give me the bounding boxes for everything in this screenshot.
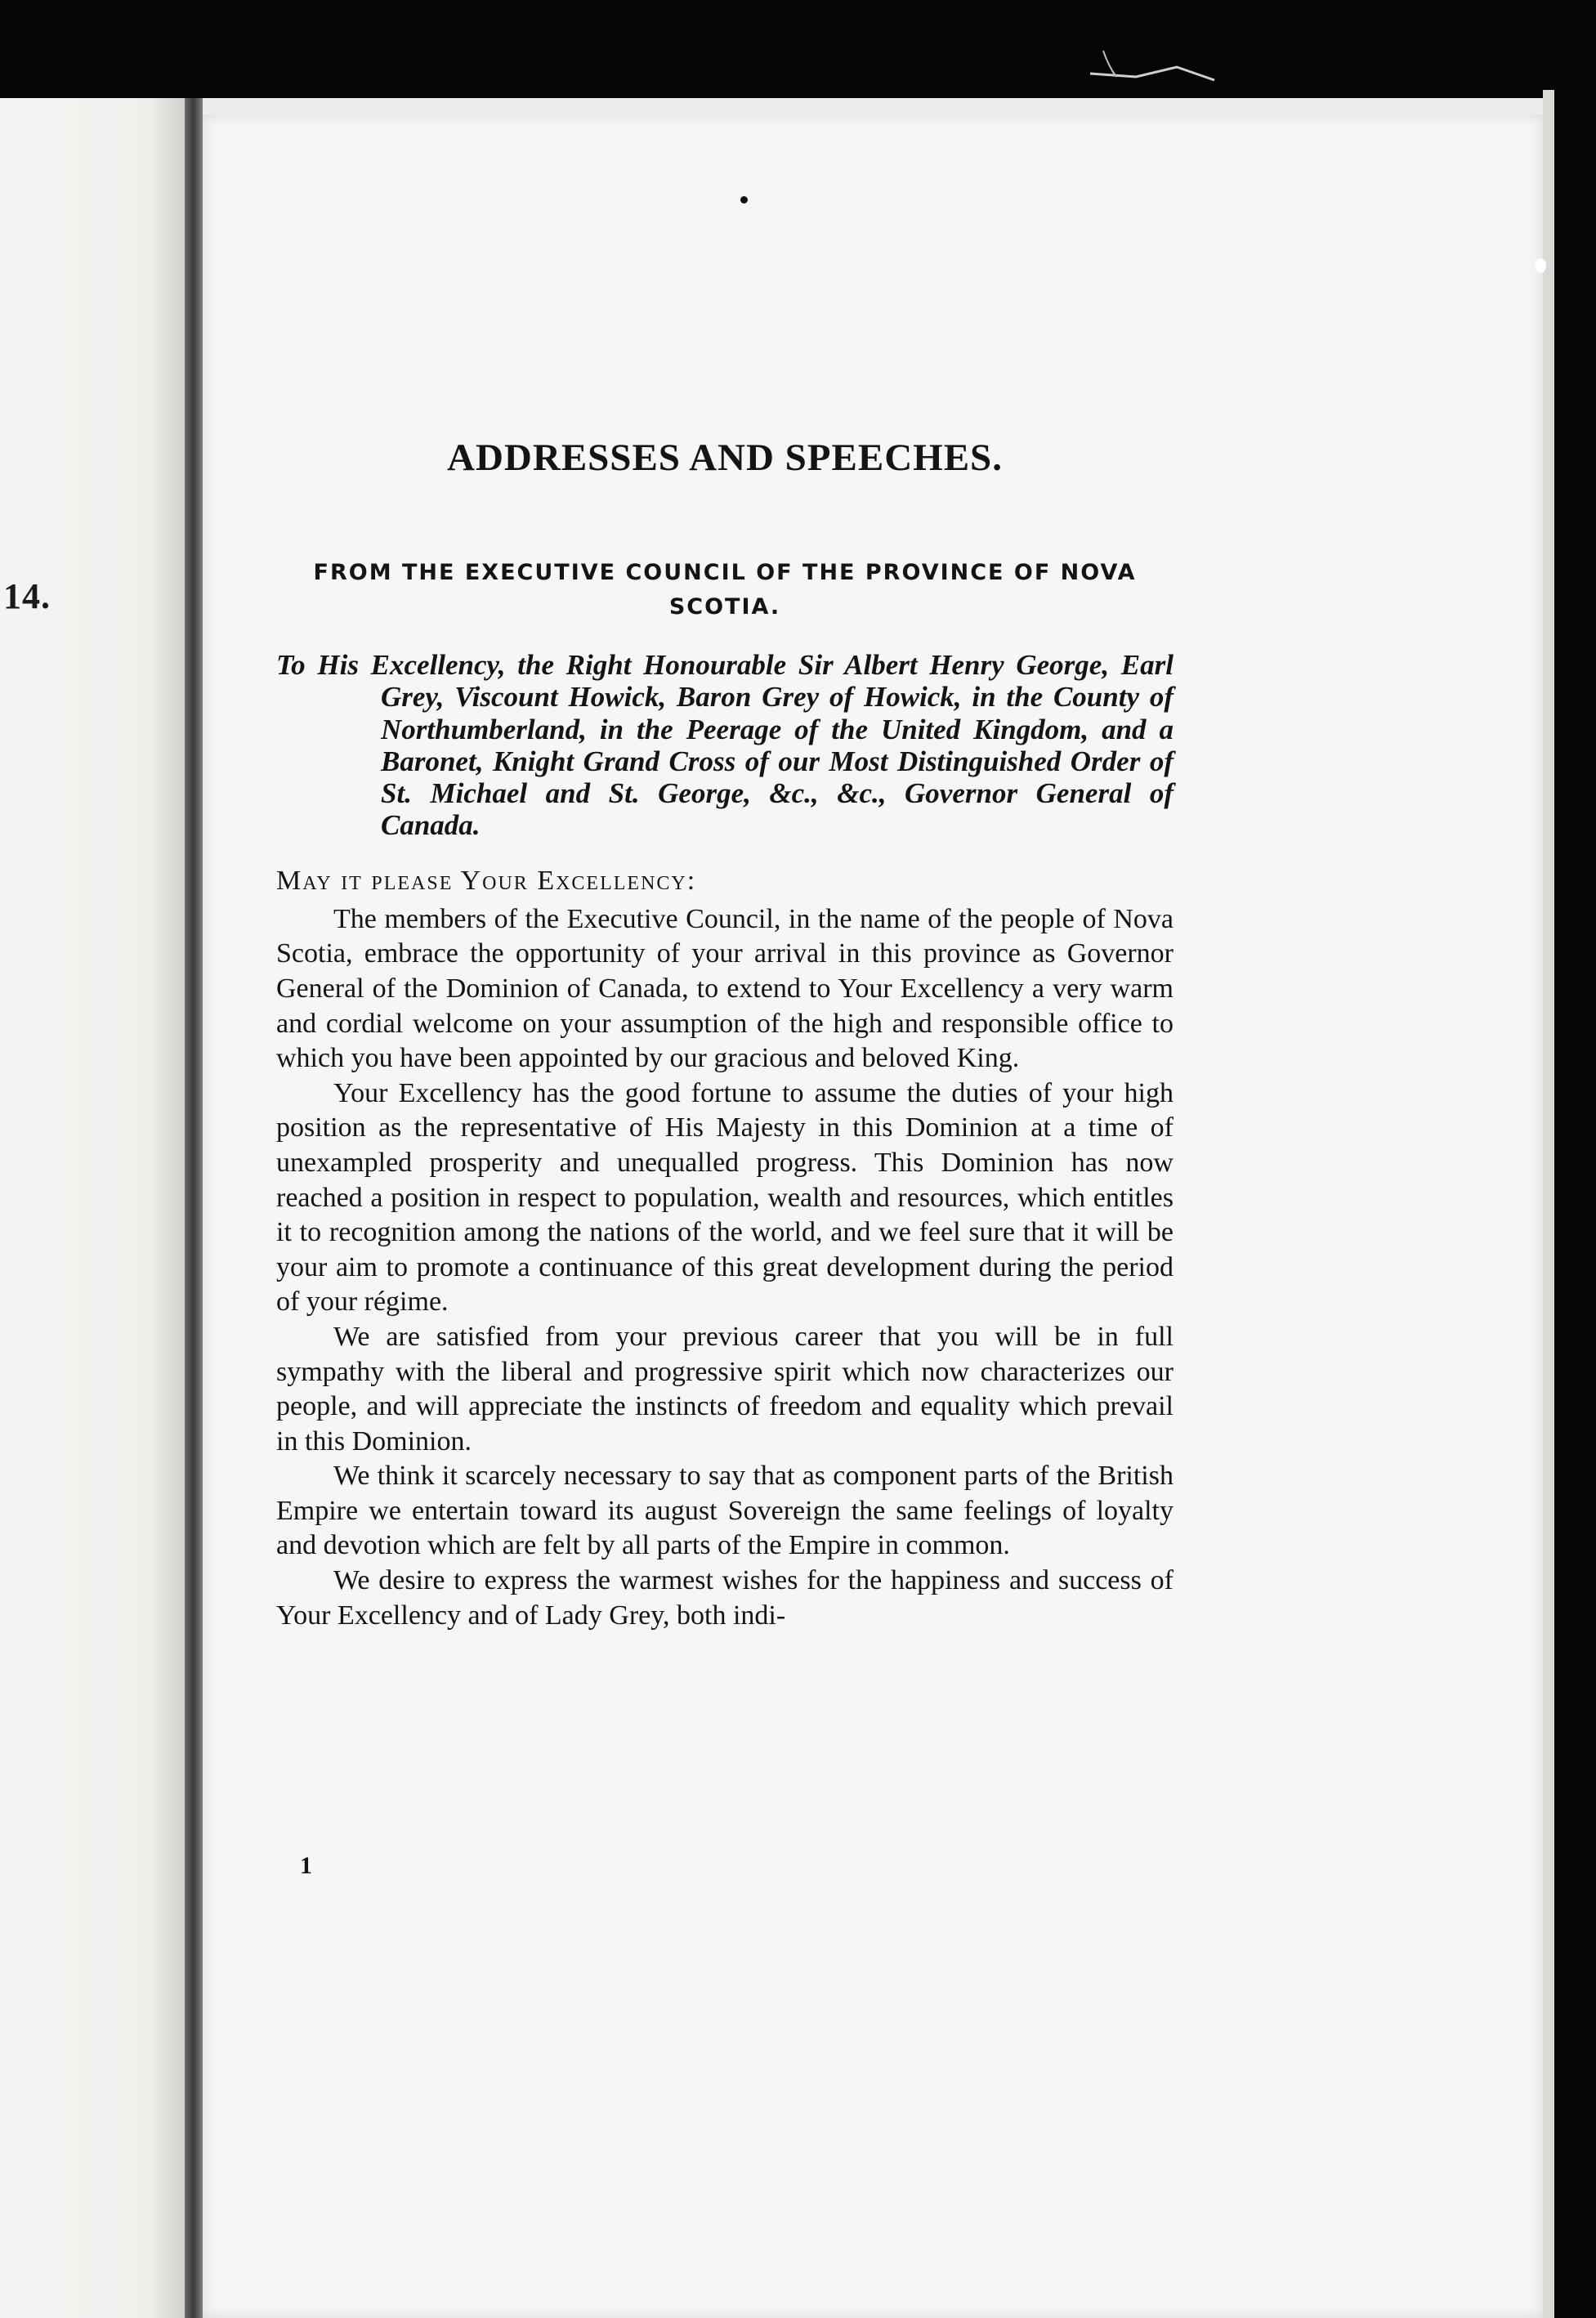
book-gutter bbox=[185, 98, 204, 2318]
salutation: May it please Your Excellency: bbox=[276, 865, 697, 896]
page-content bbox=[276, 433, 1174, 1633]
body-paragraph: The members of the Executive Council, in the name of the people of Nova Scotia, embrace the opportunity of your arrival in this province as Governor General of the Dominion of Canada, to extend to Your Excellency a very warm and cordial welcome on your assumption of the high and responsible office to which you have been appointed by our gracious and beloved King. bbox=[276, 903, 1174, 1074]
page-right-edge bbox=[1543, 90, 1554, 2318]
body-paragraph: We think it scarcely necessary to say that as component parts of the British Empire we entertain toward its august Sovereign the same feelings of loyalty and devotion which are felt by all parts of the Empire in common. bbox=[276, 1461, 1174, 1561]
scan-speck bbox=[740, 196, 748, 204]
addressee-block: To His Excellency, the Right Honourable Sir Albert Henry George, Earl Grey, Viscount Howick, Baron Grey of Howick, in the County of Northumberland, in the Peerage of the United Kingdom, and a Baronet, Knight Grand Cross of our Most Distinguished Order of St. Michael and St. George, &c., &c., Governor General of Canada. bbox=[276, 649, 1174, 842]
scan-scratch bbox=[1087, 49, 1218, 82]
previous-page-fragment bbox=[0, 98, 186, 2318]
page-top-edge bbox=[203, 98, 1554, 116]
body-paragraph: We are satisfied from your previous career that you will be in full sympathy with the liberal and progressive spirit which now characterizes our people, and will appreciate the instincts of freedom and equality which prevail in this Dominion. bbox=[276, 1321, 1174, 1457]
body-paragraph: We desire to express the warmest wishes for the happiness and success of Your Excellency and of Lady Grey, both indi- bbox=[276, 1565, 1174, 1631]
body-paragraph: Your Excellency has the good fortune to assume the duties of your high position as the representative of His Majesty in this Dominion at a time of unexampled prosperity and unequalled progress. This Dominion has now reached a position in respect to population, wealth and resources, which entitles it to recognition among the nations of the world, and we feel sure that it will be your aim to promote a continuance of this great development during the period of your régime. bbox=[276, 1077, 1174, 1318]
section-heading: FROM THE EXECUTIVE COUNCIL OF THE PROVINCE OF NOVA SCOTIA. bbox=[313, 560, 1137, 620]
page-title: ADDRESSES AND SPEECHES. bbox=[447, 436, 1003, 479]
page-number: 1 bbox=[300, 1852, 312, 1879]
previous-page-number: 14. bbox=[3, 576, 51, 616]
scan-speck bbox=[1535, 258, 1546, 273]
